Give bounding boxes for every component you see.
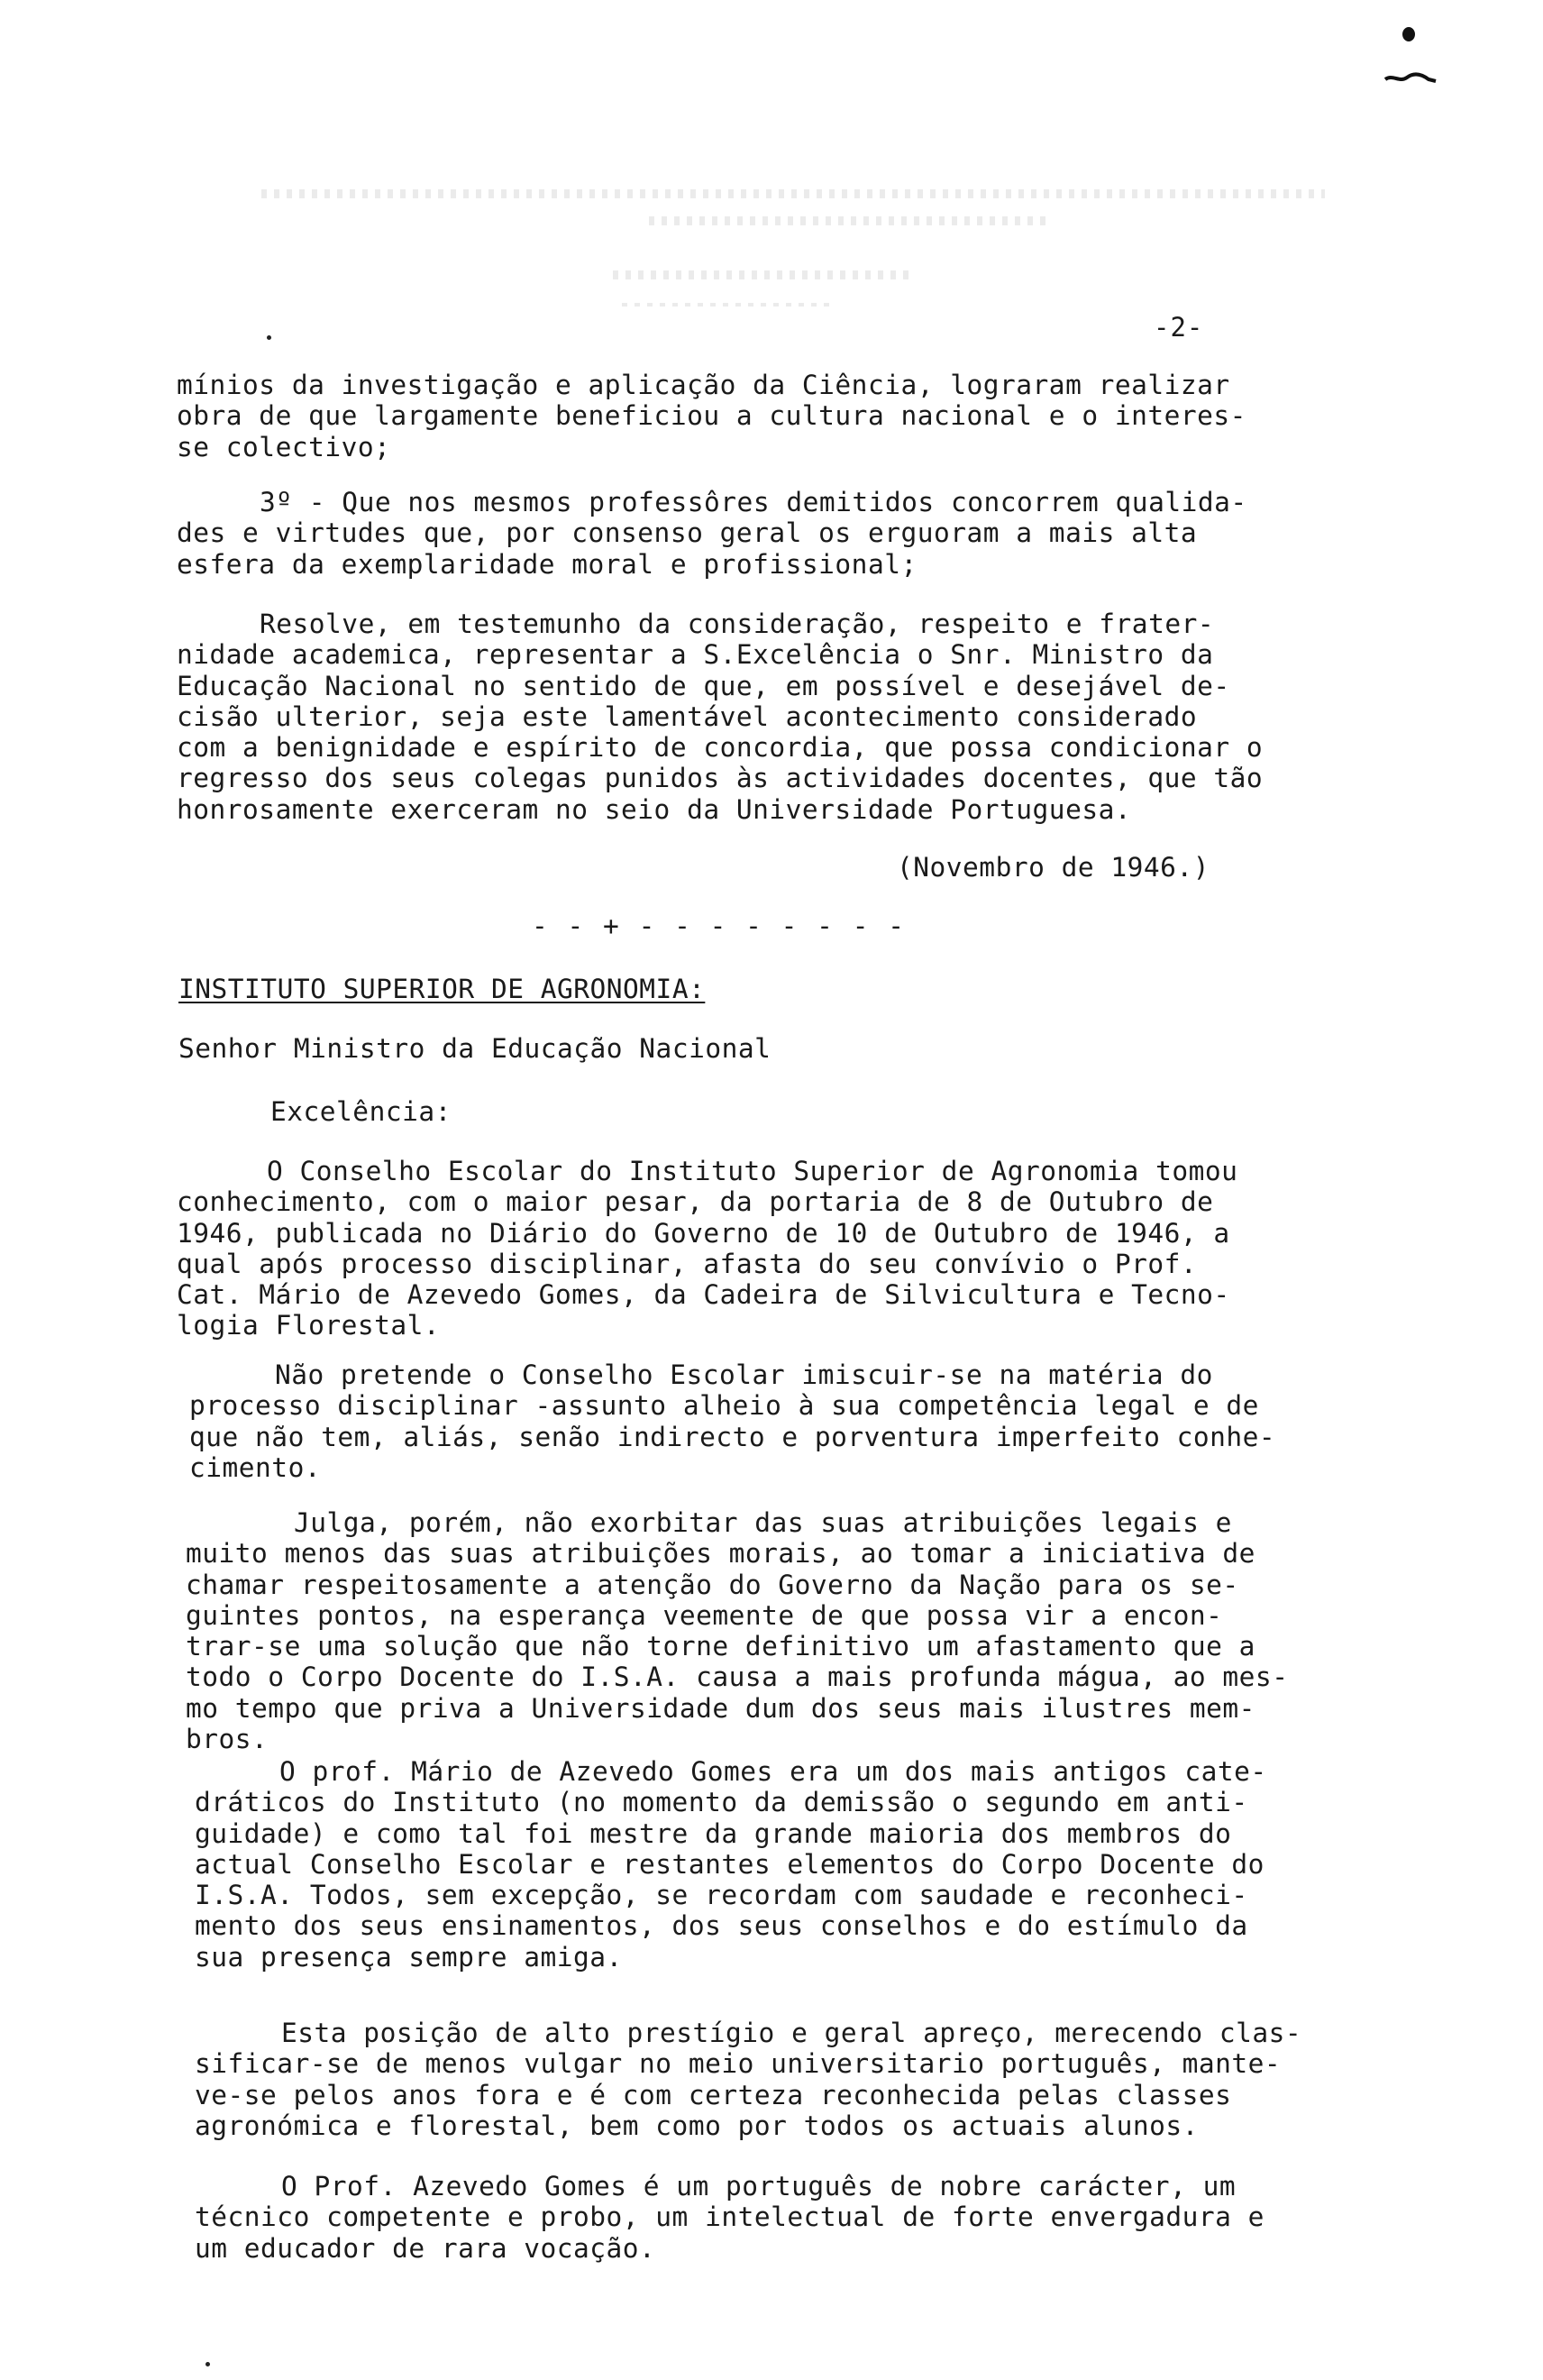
bleedthrough-line: [261, 189, 1325, 198]
ink-speck: [267, 335, 271, 340]
paragraph-1: mínios da investigação e aplicação da Ciência, lograram realizar obra de que largamente beneficiou a cultura nacional e o interes- se colectivo;: [177, 370, 1246, 462]
ink-dot-mark: [1402, 27, 1415, 41]
section-separator: - - + - - - - - - - -: [532, 911, 906, 941]
paragraph-6: Julga, porém, não exorbitar das suas atribuições legais e muito menos das suas atribuições morais, ao tomar a iniciativa de chamar respeitosamente a atenção do Governo da Nação para os se- guintes pontos, na esperança veemente de que possa vir a encon- trar-se uma solução que não torne definitivo um afastamento que a todo o Corpo Docente do I.S.A. causa a mais profunda mágua, ao mes- mo tempo que priva a Universidade dum dos seus mais ilustres mem- bros.: [186, 1507, 1289, 1755]
page-number: -2-: [1154, 312, 1204, 343]
date-line: (Novembro de 1946.): [897, 852, 1210, 883]
bleedthrough-line: [649, 216, 1045, 225]
ink-speck: [205, 2362, 210, 2366]
paragraph-7: O prof. Mário de Azevedo Gomes era um dos mais antigos cate- dráticos do Instituto (no momento da demissão o segundo em anti- guidade) e como tal foi mestre da grande maioria dos membros do actual Conselho Escolar e restantes elementos do Corpo Docente do I.S.A. Todos, sem excepção, se recordam com saudade e reconheci- mento dos seus ensinamentos, dos seus conselhos e do estímulo da sua presença sempre amiga.: [195, 1756, 1267, 1973]
paragraph-8: Esta posição de alto prestígio e geral apreço, merecendo clas- sificar-se de menos vulgar no meio universitario português, mante- ve-se pelos anos fora e é com certeza reconhecida pelas classes agronómica e florestal, bem como por todos os actuais alunos.: [195, 2018, 1302, 2141]
paragraph-9: O Prof. Azevedo Gomes é um português de nobre carácter, um técnico competente e probo, um intelectual de forte envergadura e um educador de rara vocação.: [195, 2171, 1265, 2264]
paragraph-4: O Conselho Escolar do Instituto Superior de Agronomia tomou conhecimento, com o maior pesar, da portaria de 8 de Outubro de 1946, publicada no Diário do Governo de 10 de Outubro de 1946, a qual após processo disciplinar, afasta do seu convívio o Prof. Cat. Mário de Azevedo Gomes, da Cadeira de Silvicultura e Tecno- logia Florestal.: [177, 1156, 1238, 1341]
ink-scribble-mark: [1383, 72, 1438, 85]
address-line: Senhor Ministro da Educação Nacional: [178, 1033, 772, 1064]
bleedthrough-line: [613, 270, 910, 279]
section-heading: INSTITUTO SUPERIOR DE AGRONOMIA:: [178, 974, 706, 1004]
paragraph-5: Não pretende o Conselho Escolar imiscuir-se na matéria do processo disciplinar -assunto alheio à sua competência legal e de que não tem, aliás, senão indirecto e porventura imperfeito conhe- cimento.: [189, 1359, 1276, 1483]
paragraph-3: Resolve, em testemunho da consideração, respeito e frater- nidade academica, representar a S.Excelência o Snr. Ministro da Educação Nacional no sentido de que, em possível e desejável de- cisão ulterior, seja este lamentável acontecimento considerado com a benignidade e espírito de concordia, que possa condicionar o regresso dos seus colegas punidos às actividades docentes, que tão honrosamente exerceram no seio da Universidade Portuguesa.: [177, 609, 1264, 825]
paragraph-2: 3º - Que nos mesmos professôres demitidos concorrem qualida- des e virtudes que, por consenso geral os erguoram a mais alta esfera da exemplaridade moral e profissional;: [177, 487, 1247, 580]
salutation: Excelência:: [270, 1096, 452, 1127]
bleedthrough-line: [622, 303, 829, 307]
